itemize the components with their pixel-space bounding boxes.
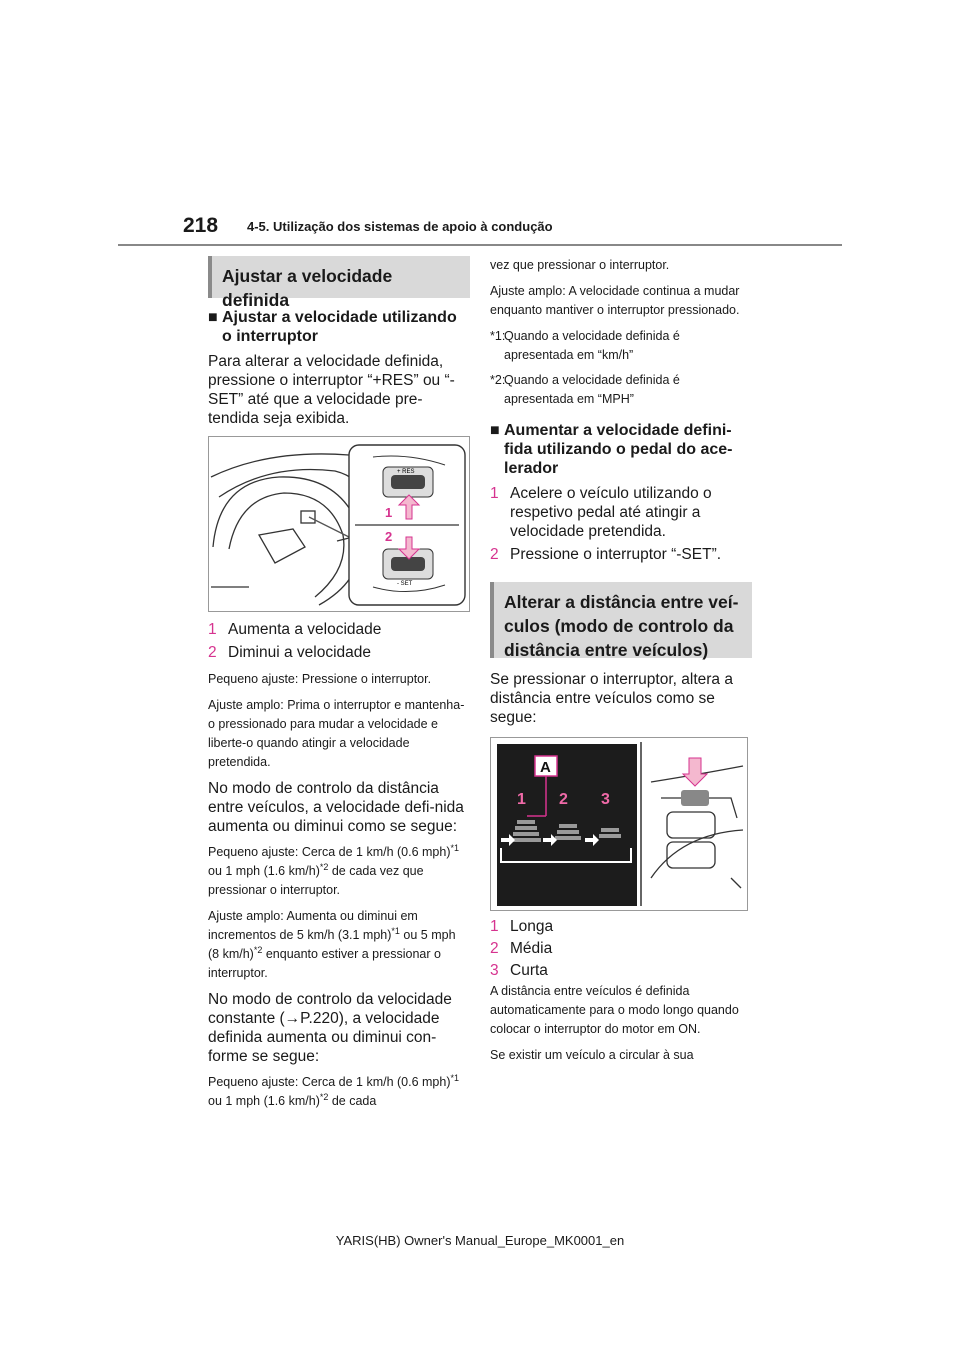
small-paragraph: Ajuste amplo: Prima o interruptor e mantenha-o pressionado para mudar a velocidade e liberte-o quando atingir a velocidade pretendida. bbox=[208, 698, 465, 769]
small-paragraph: Se existir um veículo a circular à sua bbox=[490, 1048, 694, 1062]
bullet-square-icon: ■ bbox=[490, 422, 500, 439]
list-item-number: 1 bbox=[490, 918, 499, 935]
footnote-text: Quando a velocidade definida é apresentada em “km/h” bbox=[504, 329, 680, 362]
paragraph: No modo de controlo da velocidade constante (→P.220), a velocidade definida aumenta ou diminui con-forme se segue: bbox=[208, 991, 452, 1065]
footnote-ref: *1 bbox=[450, 1072, 460, 1083]
list-item-text: Diminui a velocidade bbox=[228, 644, 372, 661]
list-item-number: 1 bbox=[208, 621, 217, 638]
set-label: - SET bbox=[397, 581, 413, 587]
footnote bbox=[490, 327, 752, 365]
footnote bbox=[490, 371, 752, 409]
small-paragraph: Pequeno ajuste: Cerca de 1 km/h (0.6 mph)$^{*1}$ ou 1 mph (1.6 km/h)$^{*2}$ de cada vez que pressionar o interruptor. bbox=[208, 842, 460, 897]
small-paragraph: A distância entre veículos é definida automaticamente para o modo longo quando colocar o interruptor do motor em ON. bbox=[490, 984, 739, 1036]
distance-button bbox=[681, 790, 709, 806]
left-column bbox=[208, 256, 470, 1118]
subheading-accelerator bbox=[490, 421, 752, 478]
small-paragraph: Ajuste amplo: A velocidade continua a mudar enquanto mantiver o interruptor pressionado. bbox=[490, 284, 740, 317]
list-item-text: Longa bbox=[510, 918, 554, 935]
section-title-set-speed: Ajustar a velocidade definida bbox=[208, 256, 470, 298]
list-item bbox=[208, 620, 470, 639]
footnote-ref: *1 bbox=[450, 842, 460, 853]
list-item-text: Acelere o veículo utilizando o respetivo pedal até atingir a velocidade pretendida. bbox=[510, 485, 712, 540]
right-column bbox=[490, 256, 752, 1072]
list-item-text: Pressione o interruptor “-SET”. bbox=[510, 546, 722, 563]
switch-location bbox=[301, 511, 315, 523]
callout-1: 1 bbox=[517, 791, 526, 808]
label-a: A bbox=[540, 759, 551, 776]
footnote-ref: *2 bbox=[253, 944, 263, 955]
footnote-ref: *2 bbox=[319, 1091, 329, 1102]
footer: YARIS(HB) Owner's Manual_Europe_MK0001_en bbox=[335, 1233, 625, 1248]
list-item bbox=[490, 484, 752, 541]
header-rule bbox=[118, 244, 842, 246]
subheading-text: Aumentar a velocidade defini-fida utilizando o pedal do ace-lerador bbox=[504, 422, 733, 477]
list-item-number: 2 bbox=[490, 546, 499, 563]
arrow-down-icon bbox=[683, 758, 707, 786]
subheading-switch bbox=[208, 308, 470, 346]
footnote-mark: *2: bbox=[490, 373, 506, 387]
subheading-text: Ajustar a velocidade utilizando o interruptor bbox=[222, 309, 457, 345]
footnote-ref: *1 bbox=[391, 925, 400, 936]
list-item-text: Média bbox=[510, 940, 553, 957]
figure-distance-switch bbox=[490, 737, 748, 911]
section-title-distance: Alterar a distância entre veí-culos (modo de controlo da distância entre veículos) bbox=[490, 582, 752, 658]
steering-hub bbox=[259, 529, 305, 563]
bullet-square-icon: ■ bbox=[208, 309, 218, 326]
steering-wheel-inner bbox=[229, 493, 344, 597]
list-item bbox=[490, 961, 752, 980]
page-number: 218 bbox=[183, 214, 219, 237]
small-paragraph: Pequeno ajuste: Cerca de 1 km/h (0.6 mph)$^{*1}$ ou 1 mph (1.6 km/h)$^{*2}$ de cada bbox=[208, 1072, 460, 1108]
callout-2: 2 bbox=[385, 529, 393, 544]
res-label: + RES bbox=[397, 469, 415, 475]
list-item bbox=[490, 917, 752, 936]
list-item bbox=[490, 939, 752, 958]
small-paragraph: Ajuste amplo: Aumenta ou diminui em incrementos de 5 km/h (3.1 mph)$^{*1}$ ou 5 mph (8 km/h)$^{*2}$ enquanto estiver a pressionar o interruptor. bbox=[208, 909, 456, 980]
list-item bbox=[208, 643, 470, 662]
footnote-text: Quando a velocidade definida é apresentada em “MPH” bbox=[504, 373, 680, 406]
list-item-text: Curta bbox=[510, 962, 548, 979]
list-item-number: 3 bbox=[490, 962, 499, 979]
footnote-ref: *2 bbox=[319, 861, 329, 872]
callout-2: 2 bbox=[559, 791, 568, 808]
list-item-number: 2 bbox=[490, 940, 499, 957]
list-item-number: 1 bbox=[490, 485, 499, 502]
callout-1: 1 bbox=[385, 505, 393, 520]
small-paragraph: vez que pressionar o interruptor. bbox=[490, 258, 670, 272]
chapter-title: 4-5. Utilização dos sistemas de apoio à condução bbox=[247, 219, 553, 234]
figure-steering-switch bbox=[208, 436, 470, 612]
callout-3: 3 bbox=[601, 791, 610, 808]
paragraph: Para alterar a velocidade definida, pressione o interruptor “+RES” ou “-SET” até que a velocidade pre-tendida seja exibida. bbox=[208, 353, 455, 427]
paragraph: No modo de controlo da distância entre veículos, a velocidade defi-nida aumenta ou diminui como se segue: bbox=[208, 780, 464, 835]
list-item-number: 2 bbox=[208, 644, 217, 661]
list-item-text: Aumenta a velocidade bbox=[228, 621, 382, 638]
paragraph: Se pressionar o interruptor, altera a distância entre veículos como se segue: bbox=[490, 671, 733, 726]
list-item bbox=[490, 545, 752, 564]
dashboard-line bbox=[211, 454, 349, 477]
distance-illustration bbox=[491, 738, 747, 910]
steering-wheel-illustration bbox=[209, 437, 469, 611]
small-paragraph: Pequeno ajuste: Pressione o interruptor. bbox=[208, 672, 432, 686]
footnote-mark: *1: bbox=[490, 329, 506, 343]
